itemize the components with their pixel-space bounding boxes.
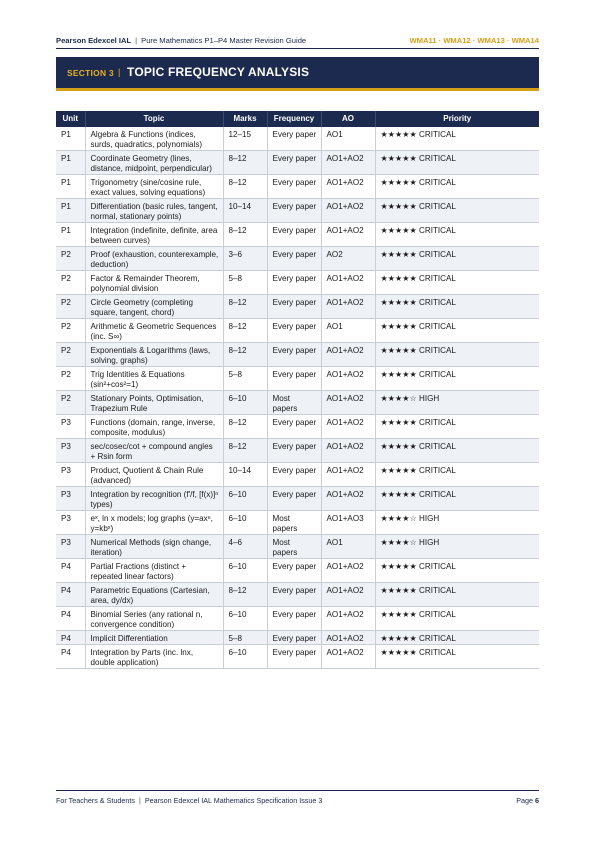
cell-priority: ★★★★☆ HIGH [375, 535, 539, 559]
cell-marks: 8–12 [223, 583, 267, 607]
table-row [56, 199, 539, 223]
table-row [56, 559, 539, 583]
cell-topic: Partial Fractions (distinct + repeated linear factors) [85, 559, 223, 583]
cell-priority: ★★★★★ CRITICAL [375, 463, 539, 487]
cell-topic: Coordinate Geometry (lines, distance, midpoint, perpendicular) [85, 151, 223, 175]
cell-priority: ★★★★★ CRITICAL [375, 559, 539, 583]
cell-marks: 8–12 [223, 175, 267, 199]
table-body [56, 127, 539, 669]
table-row [56, 645, 539, 669]
cell-priority: ★★★★★ CRITICAL [375, 367, 539, 391]
cell-unit: P2 [56, 247, 85, 271]
table-row [56, 511, 539, 535]
cell-frequency: Every paper [267, 247, 321, 271]
cell-unit: P3 [56, 439, 85, 463]
cell-frequency: Every paper [267, 631, 321, 645]
table-row [56, 295, 539, 319]
cell-unit: P3 [56, 487, 85, 511]
cell-marks: 3–6 [223, 247, 267, 271]
cell-priority: ★★★★★ CRITICAL [375, 607, 539, 631]
cell-marks: 8–12 [223, 343, 267, 367]
cell-priority: ★★★★☆ HIGH [375, 511, 539, 535]
page-footer [56, 790, 539, 805]
table-row [56, 223, 539, 247]
table-row [56, 319, 539, 343]
table-row [56, 439, 539, 463]
cell-priority: ★★★★★ CRITICAL [375, 583, 539, 607]
cell-unit: P3 [56, 415, 85, 439]
cell-ao: AO1 [321, 127, 375, 151]
cell-frequency: Every paper [267, 487, 321, 511]
cell-frequency: Every paper [267, 463, 321, 487]
section-title: TOPIC FREQUENCY ANALYSIS [127, 65, 310, 79]
cell-topic: Stationary Points, Optimisation, Trapezium Rule [85, 391, 223, 415]
cell-ao: AO1+AO2 [321, 439, 375, 463]
cell-priority: ★★★★★ CRITICAL [375, 319, 539, 343]
cell-frequency: Every paper [267, 559, 321, 583]
cell-frequency: Every paper [267, 645, 321, 669]
cell-unit: P3 [56, 535, 85, 559]
banner-separator: | [118, 67, 121, 77]
cell-topic: Arithmetic & Geometric Sequences (inc. S∞) [85, 319, 223, 343]
cell-priority: ★★★★★ CRITICAL [375, 127, 539, 151]
section-label: SECTION 3 [67, 68, 114, 78]
cell-topic: sec/cosec/cot + compound angles + Rsin form [85, 439, 223, 463]
table-row [56, 271, 539, 295]
publisher-name: Pearson Edexcel IAL [56, 36, 132, 45]
cell-frequency: Most papers [267, 391, 321, 415]
cell-marks: 8–12 [223, 151, 267, 175]
footer-spec: Pearson Edexcel IAL Mathematics Specification Issue 3 [144, 796, 323, 805]
cell-topic: Trig Identities & Equations (sin²+cos²=1) [85, 367, 223, 391]
cell-ao: AO1+AO2 [321, 223, 375, 247]
cell-priority: ★★★★★ CRITICAL [375, 151, 539, 175]
cell-topic: Implicit Differentiation [85, 631, 223, 645]
topic-frequency-table [56, 111, 539, 669]
cell-ao: AO1+AO2 [321, 583, 375, 607]
header-row [56, 111, 539, 127]
cell-marks: 6–10 [223, 645, 267, 669]
cell-unit: P2 [56, 319, 85, 343]
cell-marks: 8–12 [223, 319, 267, 343]
cell-frequency: Every paper [267, 439, 321, 463]
cell-marks: 8–12 [223, 415, 267, 439]
table-row [56, 487, 539, 511]
cell-priority: ★★★★★ CRITICAL [375, 415, 539, 439]
cell-frequency: Every paper [267, 319, 321, 343]
cell-frequency: Every paper [267, 295, 321, 319]
cell-frequency: Every paper [267, 151, 321, 175]
table-row [56, 583, 539, 607]
cell-frequency: Every paper [267, 415, 321, 439]
cell-marks: 8–12 [223, 223, 267, 247]
cell-ao: AO1+AO2 [321, 415, 375, 439]
footer-separator: | [138, 796, 141, 805]
table-row [56, 367, 539, 391]
cell-topic: Integration by recognition (f'/f, [f(x)]ⁿ types) [85, 487, 223, 511]
column-header-frequency: Frequency [267, 111, 321, 127]
cell-unit: P2 [56, 391, 85, 415]
cell-frequency: Every paper [267, 607, 321, 631]
cell-unit: P4 [56, 583, 85, 607]
cell-unit: P3 [56, 511, 85, 535]
cell-ao: AO1+AO2 [321, 559, 375, 583]
cell-ao: AO1 [321, 319, 375, 343]
cell-priority: ★★★★★ CRITICAL [375, 271, 539, 295]
cell-unit: P1 [56, 127, 85, 151]
cell-frequency: Most papers [267, 511, 321, 535]
cell-marks: 12–15 [223, 127, 267, 151]
table-row [56, 631, 539, 645]
table-header [56, 111, 539, 127]
cell-ao: AO1+AO2 [321, 391, 375, 415]
footer-left [56, 794, 322, 808]
cell-ao: AO1+AO2 [321, 487, 375, 511]
cell-priority: ★★★★☆ HIGH [375, 391, 539, 415]
table-row [56, 343, 539, 367]
cell-frequency: Every paper [267, 583, 321, 607]
cell-marks: 5–8 [223, 367, 267, 391]
cell-unit: P4 [56, 559, 85, 583]
cell-topic: Binomial Series (any rational n, convergence condition) [85, 607, 223, 631]
column-header-priority: Priority [375, 111, 539, 127]
cell-frequency: Every paper [267, 367, 321, 391]
cell-frequency: Every paper [267, 223, 321, 247]
table-row [56, 535, 539, 559]
table-row [56, 151, 539, 175]
cell-unit: P2 [56, 271, 85, 295]
cell-unit: P4 [56, 631, 85, 645]
cell-ao: AO1+AO2 [321, 199, 375, 223]
cell-marks: 8–12 [223, 295, 267, 319]
cell-frequency: Every paper [267, 175, 321, 199]
cell-ao: AO1+AO2 [321, 645, 375, 669]
cell-priority: ★★★★★ CRITICAL [375, 295, 539, 319]
cell-topic: Algebra & Functions (indices, surds, quadratics, polynomials) [85, 127, 223, 151]
cell-topic: Parametric Equations (Cartesian, area, dy/dx) [85, 583, 223, 607]
guide-title: Pure Mathematics P1–P4 Master Revision Guide [141, 36, 307, 45]
cell-marks: 8–12 [223, 439, 267, 463]
cell-ao: AO1+AO2 [321, 343, 375, 367]
cell-topic: Differentiation (basic rules, tangent, normal, stationary points) [85, 199, 223, 223]
cell-topic: Integration (indefinite, definite, area between curves) [85, 223, 223, 247]
cell-marks: 6–10 [223, 391, 267, 415]
cell-priority: ★★★★★ CRITICAL [375, 223, 539, 247]
table-row [56, 463, 539, 487]
cell-marks: 6–10 [223, 511, 267, 535]
column-header-unit: Unit [56, 111, 85, 127]
cell-topic: Factor & Remainder Theorem, polynomial division [85, 271, 223, 295]
cell-priority: ★★★★★ CRITICAL [375, 343, 539, 367]
cell-priority: ★★★★★ CRITICAL [375, 631, 539, 645]
page-header [56, 33, 539, 49]
page-number: 6 [535, 796, 539, 805]
cell-marks: 5–8 [223, 271, 267, 295]
cell-ao: AO1+AO2 [321, 175, 375, 199]
cell-frequency: Most papers [267, 535, 321, 559]
cell-ao: AO1+AO2 [321, 631, 375, 645]
cell-frequency: Every paper [267, 343, 321, 367]
cell-unit: P1 [56, 175, 85, 199]
cell-unit: P2 [56, 367, 85, 391]
cell-marks: 6–10 [223, 607, 267, 631]
table-row [56, 607, 539, 631]
cell-unit: P2 [56, 343, 85, 367]
cell-topic: Trigonometry (sine/cosine rule, exact values, solving equations) [85, 175, 223, 199]
cell-topic: Integration by Parts (inc. lnx, double application) [85, 645, 223, 669]
page-indicator [516, 794, 539, 808]
column-header-ao: AO [321, 111, 375, 127]
cell-priority: ★★★★★ CRITICAL [375, 645, 539, 669]
unit-codes: WMA11 · WMA12 · WMA13 · WMA14 [409, 36, 539, 45]
cell-priority: ★★★★★ CRITICAL [375, 487, 539, 511]
cell-ao: AO1+AO2 [321, 295, 375, 319]
header-separator: | [135, 36, 138, 45]
cell-marks: 4–6 [223, 535, 267, 559]
cell-ao: AO1+AO2 [321, 607, 375, 631]
cell-ao: AO1+AO2 [321, 463, 375, 487]
cell-ao: AO1+AO2 [321, 151, 375, 175]
table-row [56, 127, 539, 151]
cell-topic: eˣ, ln x models; log graphs (y=axⁿ, y=kbˣ) [85, 511, 223, 535]
table-row [56, 247, 539, 271]
cell-unit: P4 [56, 645, 85, 669]
page-label: Page [516, 796, 533, 805]
cell-frequency: Every paper [267, 271, 321, 295]
cell-unit: P3 [56, 463, 85, 487]
cell-ao: AO1+AO2 [321, 271, 375, 295]
footer-audience: For Teachers & Students [56, 796, 135, 805]
header-left [56, 33, 306, 48]
cell-ao: AO2 [321, 247, 375, 271]
column-header-topic: Topic [85, 111, 223, 127]
cell-marks: 5–8 [223, 631, 267, 645]
cell-unit: P2 [56, 295, 85, 319]
cell-frequency: Every paper [267, 127, 321, 151]
cell-topic: Circle Geometry (completing square, tangent, chord) [85, 295, 223, 319]
cell-ao: AO1+AO2 [321, 367, 375, 391]
cell-priority: ★★★★★ CRITICAL [375, 175, 539, 199]
cell-ao: AO1 [321, 535, 375, 559]
table-row [56, 415, 539, 439]
cell-marks: 10–14 [223, 463, 267, 487]
cell-topic: Proof (exhaustion, counterexample, deduction) [85, 247, 223, 271]
cell-marks: 10–14 [223, 199, 267, 223]
cell-marks: 6–10 [223, 487, 267, 511]
cell-unit: P1 [56, 151, 85, 175]
cell-priority: ★★★★★ CRITICAL [375, 439, 539, 463]
cell-frequency: Every paper [267, 199, 321, 223]
cell-unit: P1 [56, 223, 85, 247]
cell-ao: AO1+AO3 [321, 511, 375, 535]
cell-marks: 6–10 [223, 559, 267, 583]
cell-priority: ★★★★★ CRITICAL [375, 247, 539, 271]
cell-topic: Functions (domain, range, inverse, composite, modulus) [85, 415, 223, 439]
cell-unit: P1 [56, 199, 85, 223]
cell-priority: ★★★★★ CRITICAL [375, 199, 539, 223]
column-header-marks: Marks [223, 111, 267, 127]
table-row [56, 175, 539, 199]
cell-topic: Numerical Methods (sign change, iteration) [85, 535, 223, 559]
cell-topic: Exponentials & Logarithms (laws, solving, graphs) [85, 343, 223, 367]
cell-unit: P4 [56, 607, 85, 631]
table-row [56, 391, 539, 415]
section-banner [56, 57, 539, 91]
cell-topic: Product, Quotient & Chain Rule (advanced) [85, 463, 223, 487]
